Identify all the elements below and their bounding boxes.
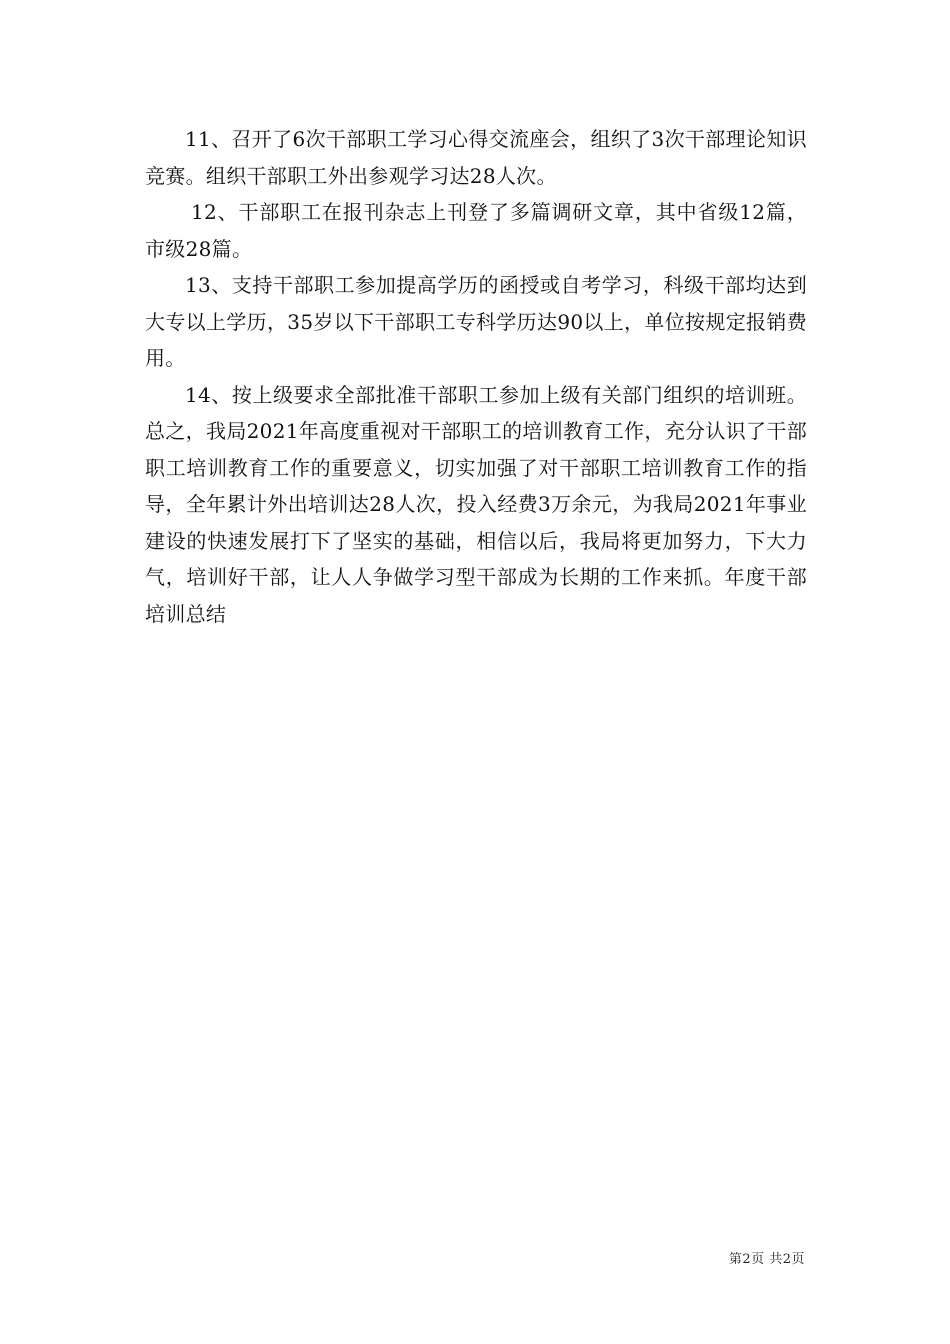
page-number-footer: 第2页 共2页 [728, 1252, 805, 1267]
paragraph-item-14: 14、按上级要求全部批准干部职工参加上级有关部门组织的培训班。总之，我局2021年高度重视对干部职工的培训教育工作，充分认识了干部职工培训教育工作的重要意义，切实加强了对干部职工培训教育工作的指导，全年累计外出培训达28人次，投入经费3万余元，为我局2021年事业建设的快速发展打下了坚实的基础，相信以后，我局将更加努力，下大力气，培训好干部，让人人争做学习型干部成为长期的工作来抓。年度干部培训总结 [145, 382, 807, 626]
document-body [145, 121, 807, 632]
paragraph-item-13: 13、支持干部职工参加提高学历的函授或自考学习，科级干部均达到大专以上学历，35岁以下干部职工专科学历达90以上，单位按规定报销费用。 [145, 273, 807, 370]
paragraph-item-12: 12、干部职工在报刊杂志上刊登了多篇调研文章，其中省级12篇，市级28篇。 [145, 200, 807, 261]
paragraph-item-11: 11、召开了6次干部职工学习心得交流座会，组织了3次干部理论知识竞赛。组织干部职工外出参观学习达28人次。 [145, 127, 807, 188]
